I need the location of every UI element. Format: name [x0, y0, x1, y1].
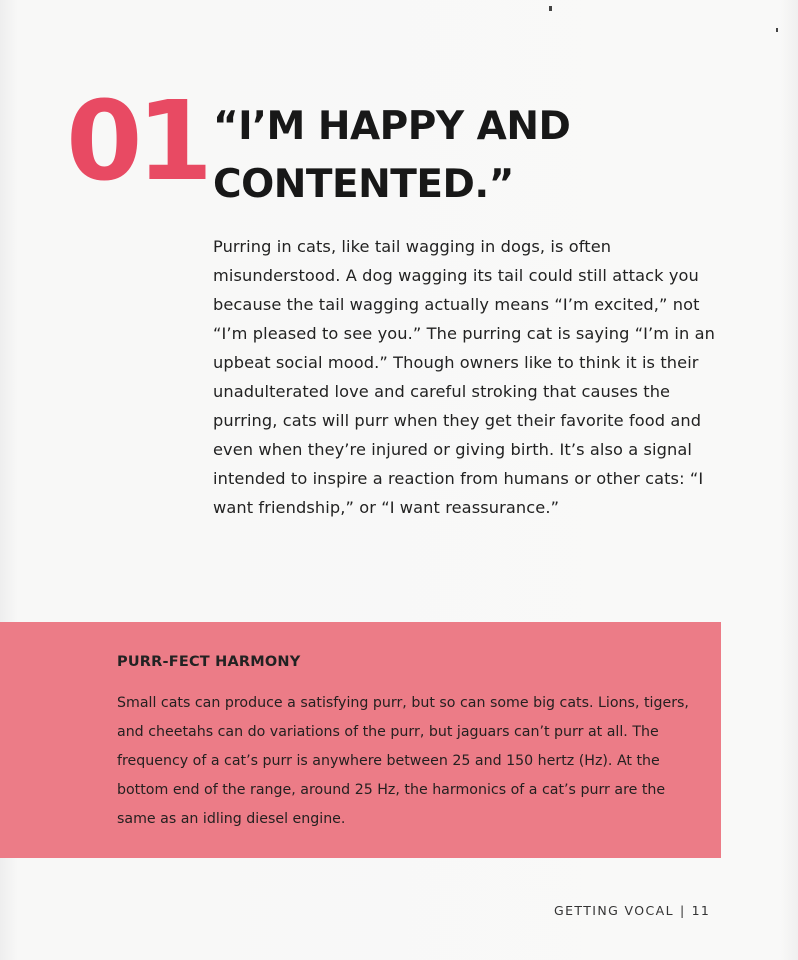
body-line: purring, cats will purr when they get their favorite food and: [213, 411, 702, 430]
section-heading: [213, 98, 570, 214]
sidebar-line: bottom end of the range, around 25 Hz, the harmonics of a cat’s purr are the: [117, 782, 666, 798]
heading-line: CONTENTED.”: [213, 162, 514, 207]
sidebar-line: Small cats can produce a satisfying purr, but so can some big cats. Lions, tigers,: [117, 695, 689, 711]
page-number: 11: [691, 903, 711, 918]
section-number: 01: [66, 77, 208, 205]
body-line: upbeat social mood.” Though owners like to think it is their: [213, 353, 699, 372]
sidebar-title: PURR-FECT HARMONY: [117, 654, 301, 670]
sidebar-box: [0, 622, 721, 858]
sidebar-line: frequency of a cat’s purr is anywhere between 25 and 150 hertz (Hz). At the: [117, 753, 660, 769]
body-line: because the tail wagging actually means “I’m excited,” not: [213, 295, 700, 314]
print-speck: [549, 6, 552, 11]
heading-line: “I’M HAPPY AND: [213, 104, 571, 149]
body-line: intended to inspire a reaction from humans or other cats: “I: [213, 469, 704, 488]
print-speck: [776, 28, 778, 32]
footer-chapter: GETTING VOCAL: [554, 903, 674, 918]
footer-separator: |: [679, 903, 686, 918]
body-line: even when they’re injured or giving birth. It’s also a signal: [213, 440, 693, 459]
body-paragraph: [213, 232, 713, 522]
page-footer: [554, 903, 710, 918]
body-line: want friendship,” or “I want reassurance.”: [213, 498, 560, 517]
body-line: unadulterated love and careful stroking that causes the: [213, 382, 671, 401]
sidebar-line: and cheetahs can do variations of the purr, but jaguars can’t purr at all. The: [117, 724, 659, 740]
sidebar-paragraph: [117, 689, 707, 834]
sidebar-line: same as an idling diesel engine.: [117, 811, 346, 827]
body-line: misunderstood. A dog wagging its tail could still attack you: [213, 266, 699, 285]
body-line: “I’m pleased to see you.” The purring cat is saying “I’m in an: [213, 324, 715, 343]
body-line: Purring in cats, like tail wagging in dogs, is often: [213, 237, 612, 256]
